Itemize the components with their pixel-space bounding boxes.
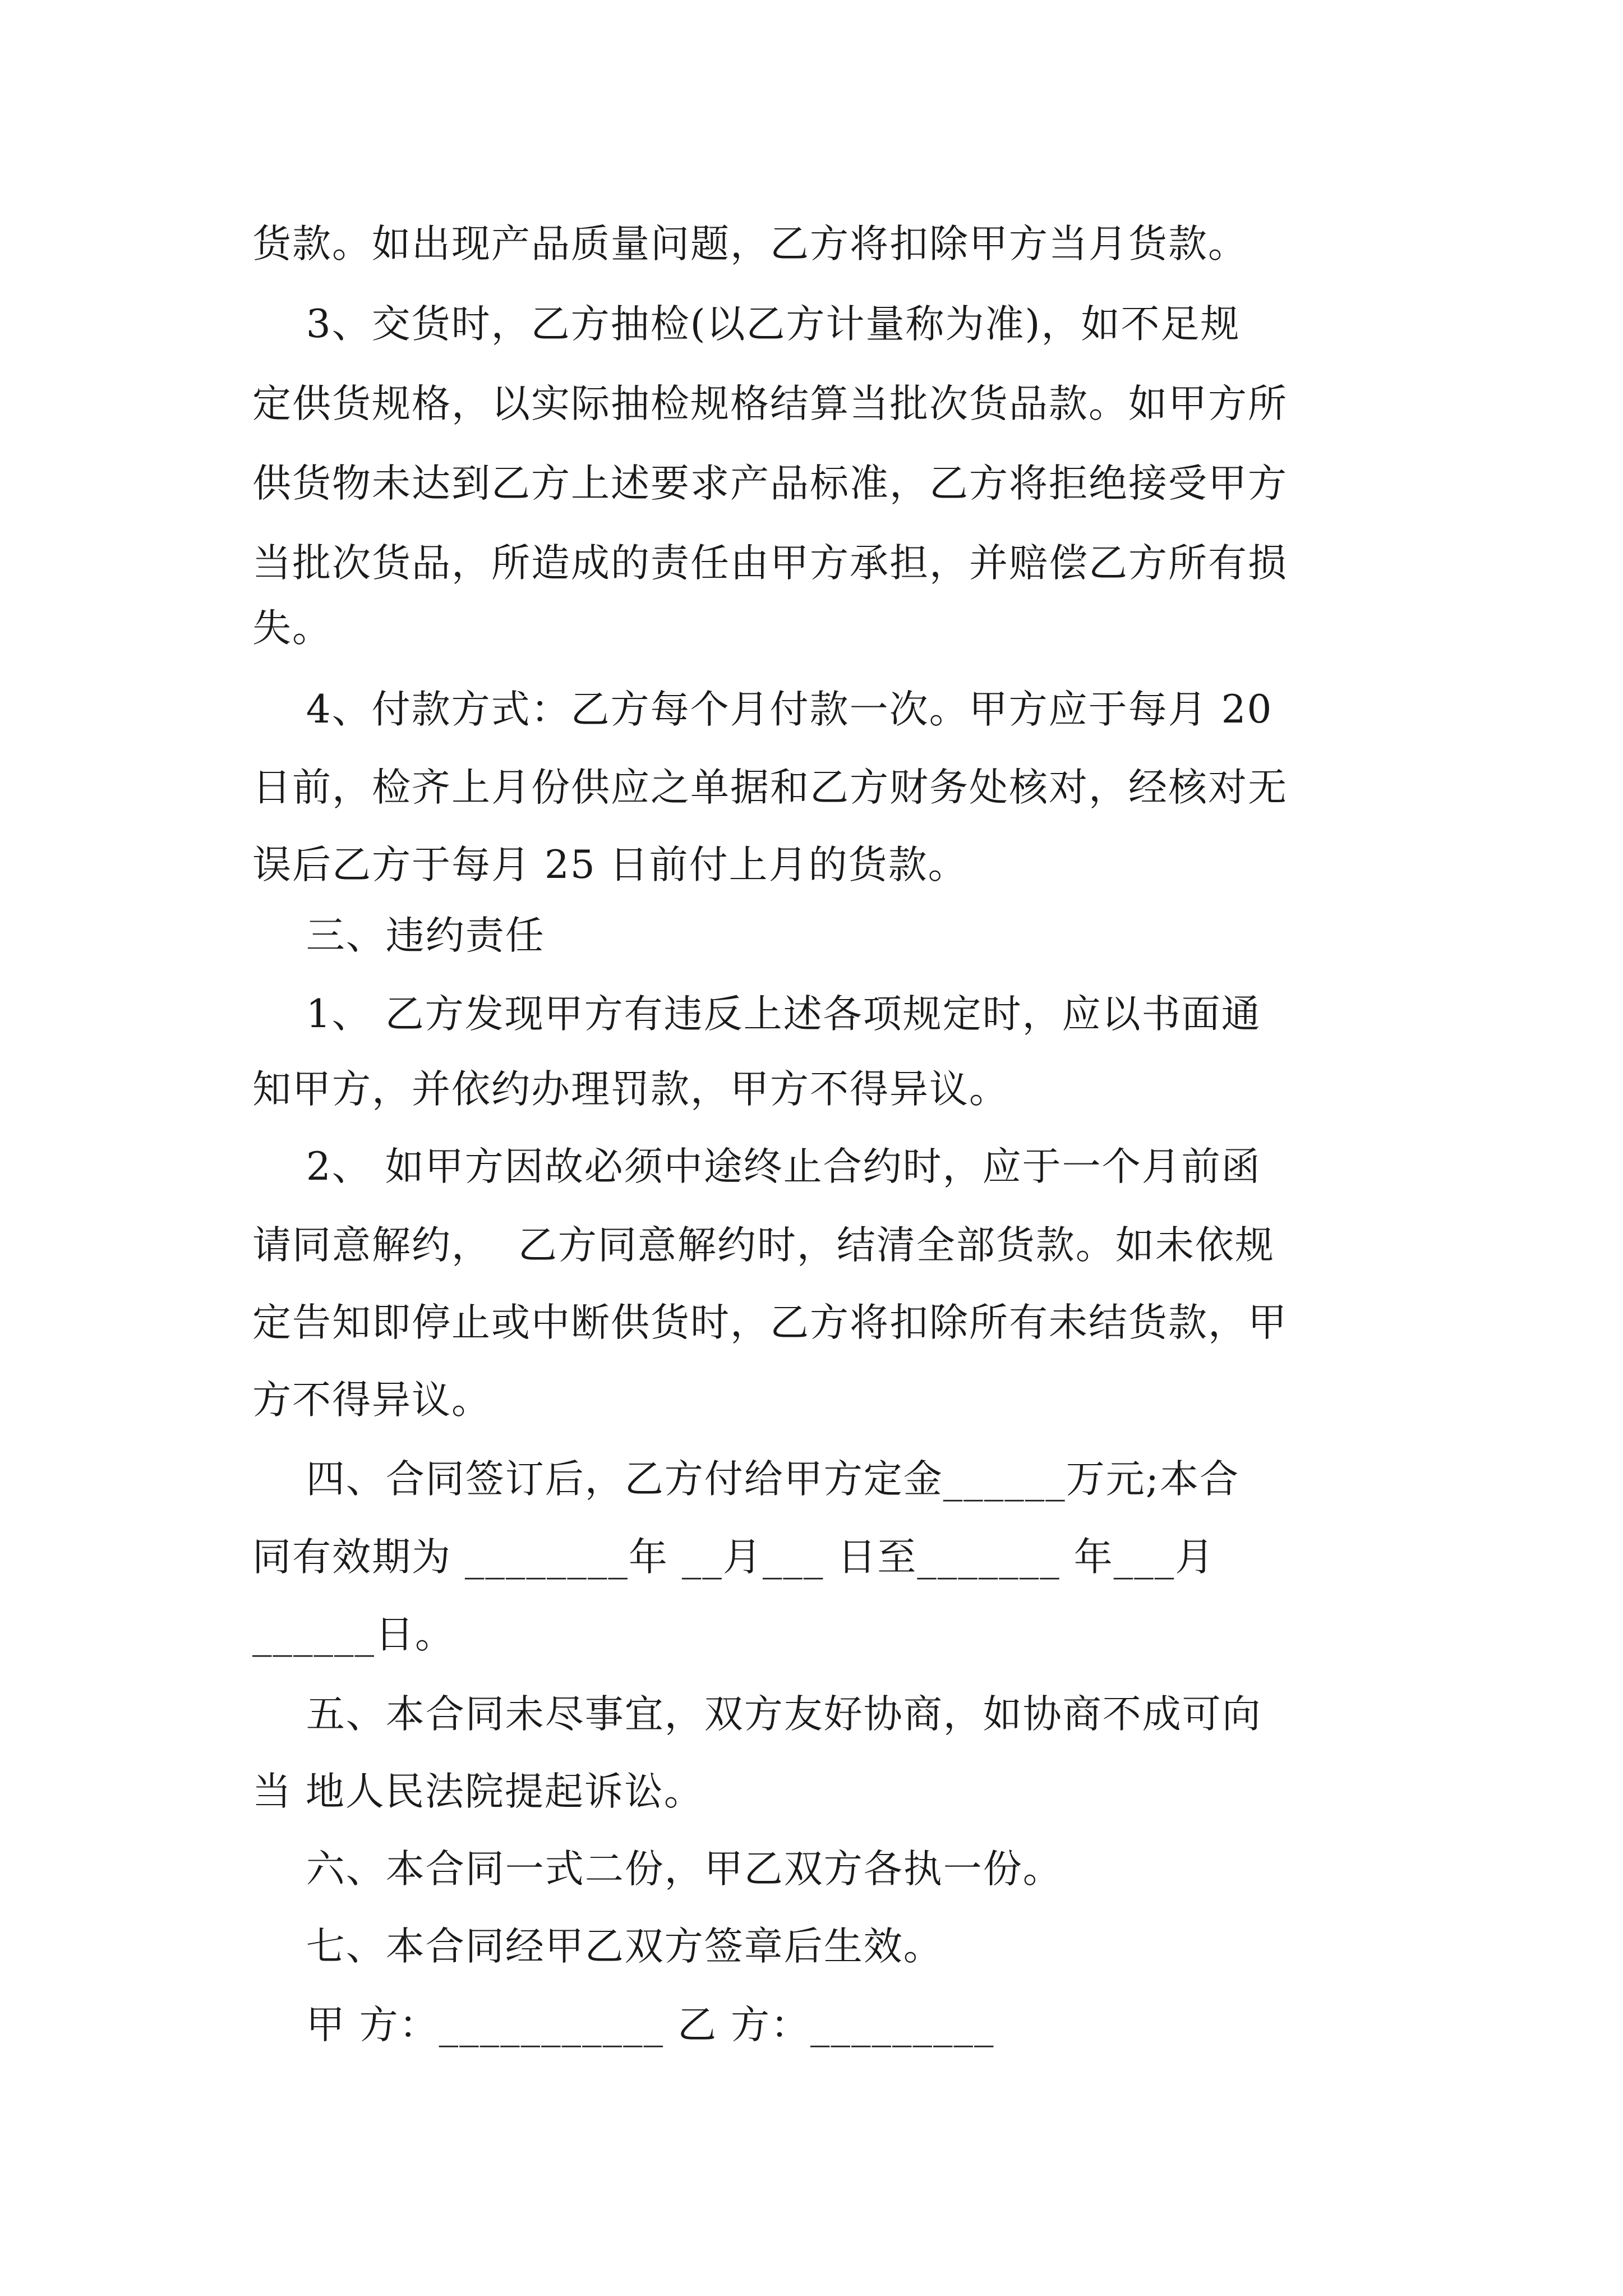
text-line-04: 供货物未达到乙方上述要求产品标准，乙方将拒绝接受甲方 [252,461,1288,506]
text-line-06: 失。 [252,606,332,651]
signature-line: 甲 方：___________ 乙 方：_________ [252,2003,995,2047]
text-line-22: 六、本合同一式二份，甲乙双方各执一份。 [252,1847,1063,1892]
text-line-17: 四、合同签订后，乙方付给甲方定金______万元;本合 [252,1457,1239,1502]
section-heading: 三、违约责任 [252,913,545,958]
text-line-23: 七、本合同经甲乙双方签章后生效。 [252,1924,943,1969]
text-line-03: 定供货规格，以实际抽检规格结算当批次货品款。如甲方所 [252,381,1288,426]
text-line-02: 3、交货时，乙方抽检(以乙方计量称为准)，如不足规 [252,302,1241,347]
text-line-20: 五、本合同未尽事宜，双方友好协商，如协商不成可向 [252,1692,1262,1737]
text-line-16: 方不得异议。 [252,1378,491,1423]
text-line-21: 当 地人民法院提起诉讼。 [252,1769,704,1814]
text-line-08: 日前，检齐上月份供应之单据和乙方财务处核对，经核对无 [252,765,1288,810]
text-line-09: 误后乙方于每月 25 日前付上月的货款。 [252,843,968,887]
text-line-15: 定告知即停止或中断供货时，乙方将扣除所有未结货款，甲 [252,1300,1288,1345]
text-line-14: 请同意解约， 乙方同意解约时，结清全部货款。如未依规 [252,1223,1275,1268]
text-line-01: 货款。如出现产品质量问题，乙方将扣除甲方当月货款。 [252,222,1248,266]
text-line-07: 4、付款方式：乙方每个月付款一次。甲方应于每月 20 [252,687,1273,732]
text-line-18: 同有效期为 ________年 __月___ 日至_______ 年___月 [252,1535,1215,1580]
text-line-13: 2、 如甲方因故必须中途终止合约时，应于一个月前函 [252,1144,1261,1189]
text-line-05: 当批次货品，所造成的责任由甲方承担，并赔偿乙方所有损 [252,541,1288,586]
text-line-19: ______日。 [252,1612,455,1657]
text-line-11: 1、 乙方发现甲方有违反上述各项规定时，应以书面通 [252,992,1261,1037]
text-line-12: 知甲方，并依约办理罚款，甲方不得异议。 [252,1067,1009,1112]
